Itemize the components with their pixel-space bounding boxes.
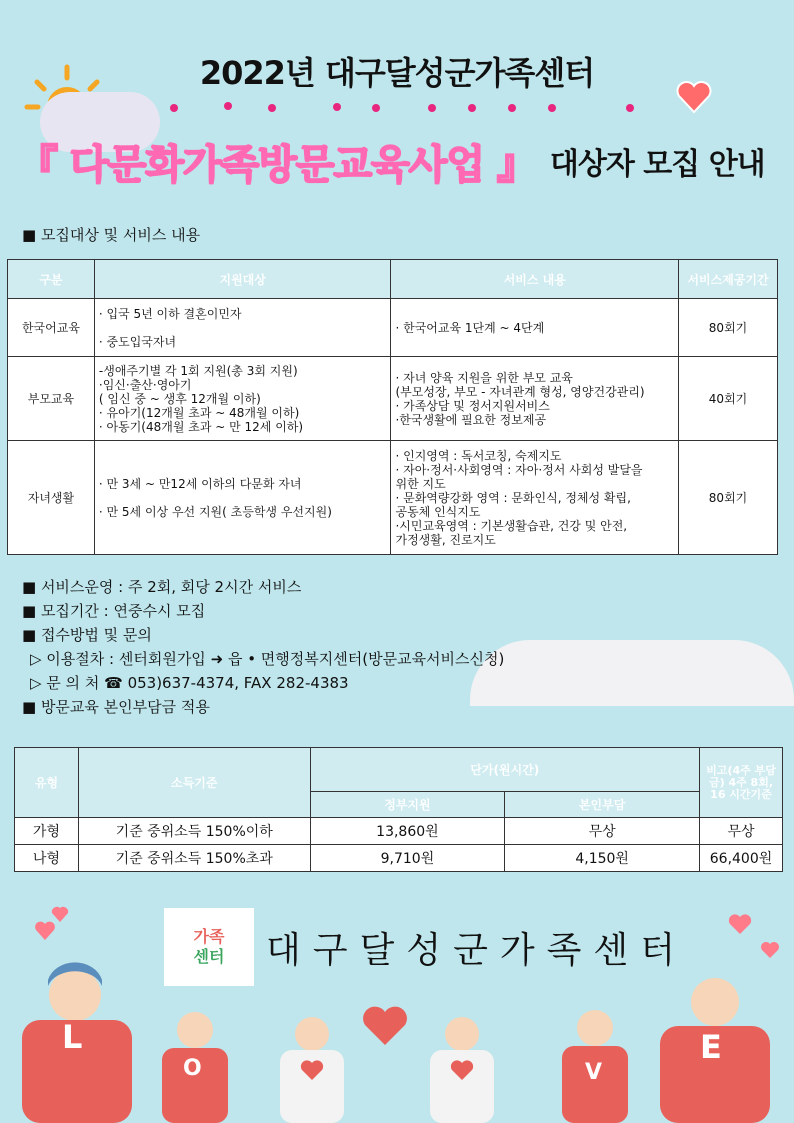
target-line: -생애주기별 각 1회 지원(총 3회 지원) <box>98 363 298 378</box>
service-line: · 자아·정서·사회영역 : 자아·정서 사회성 발달을 <box>395 462 643 477</box>
row-service <box>391 441 679 555</box>
cell-type: 가형 <box>15 818 79 845</box>
procedure-suffix: 읍 • 면행정복지센터(방문교육서비스신청) <box>227 650 505 668</box>
row-service <box>391 299 679 357</box>
header-type: 유형 <box>15 748 79 818</box>
service-table <box>7 259 778 555</box>
cell-gov: 13,860원 <box>310 818 505 845</box>
arrow-right-icon: ➜ <box>210 650 224 668</box>
subtitle-program: 『 다문화가족방문교육사업 』 <box>18 141 536 188</box>
row-target <box>94 299 391 357</box>
decor-dot <box>372 104 380 112</box>
table-row <box>8 441 778 555</box>
decor-dot <box>626 104 634 112</box>
target-line: ( 임신 중 ~ 생후 12개월 이하) <box>98 391 261 406</box>
target-line: · 유아기(12개월 초과 ~ 48개월 이하) <box>98 405 300 420</box>
info-copay: ■ 방문교육 본인부담금 적용 <box>22 698 210 716</box>
row-target <box>94 357 391 441</box>
cell-self: 무상 <box>505 818 700 845</box>
cell-note: 무상 <box>700 818 783 845</box>
target-line: · 입국 5년 이하 결혼이민자 <box>98 306 242 321</box>
row-period: 40회기 <box>679 357 778 441</box>
row-service <box>391 357 679 441</box>
target-line: · 아동기(48개월 초과 ~ 만 12세 이하) <box>98 419 304 434</box>
service-line: · 인지영역 : 독서코칭, 숙제지도 <box>395 448 562 463</box>
service-line: 가정생활, 진로지도 <box>395 532 496 547</box>
info-apply: ■ 접수방법 및 문의 <box>22 626 152 644</box>
target-line: · 만 5세 이상 우선 지원( 초등학생 우선지원) <box>98 504 332 519</box>
cell-gov: 9,710원 <box>310 845 505 872</box>
subtitle-rest: 대상자 모집 안내 <box>549 147 765 182</box>
row-category: 부모교육 <box>8 357 95 441</box>
phone-icon: ☎ <box>104 674 123 692</box>
service-line: · 한국어교육 1단계 ~ 4단계 <box>395 320 545 335</box>
row-period: 80회기 <box>679 299 778 357</box>
target-line: · 만 3세 ~ 만12세 이하의 다문화 자녀 <box>98 476 302 491</box>
header-self: 본인부담 <box>505 792 700 818</box>
service-line: ·시민교육영역 : 기본생활습관, 건강 및 안전, <box>395 518 628 533</box>
row-period: 80회기 <box>679 441 778 555</box>
header-gov: 정부지원 <box>310 792 505 818</box>
target-line: · 중도입국자녀 <box>98 334 177 349</box>
love-letter-l: L <box>62 1018 83 1056</box>
cell-type: 나형 <box>15 845 79 872</box>
table-row <box>8 299 778 357</box>
header-target: 지원대상 <box>94 260 391 299</box>
info-block <box>22 575 504 719</box>
header-category: 구분 <box>8 260 95 299</box>
header-period: 서비스제공기간 <box>679 260 778 299</box>
info-period: ■ 모집기간 : 연중수시 모집 <box>22 602 206 620</box>
info-contact <box>22 671 504 695</box>
footer-center-name: 대구달성군가족센터 <box>266 930 687 971</box>
cell-income: 기준 중위소득 150%초과 <box>78 845 310 872</box>
row-category: 한국어교육 <box>8 299 95 357</box>
subtitle <box>18 128 765 194</box>
header-income: 소득기준 <box>78 748 310 818</box>
service-line: (부모성장, 부모 - 자녀관계 형성, 영양건강관리) <box>395 384 645 399</box>
service-line: · 자녀 양육 지원을 위한 부모 교육 <box>395 370 573 385</box>
love-letter-e: E <box>700 1028 722 1066</box>
decor-dot <box>224 102 232 110</box>
copay-table <box>14 747 783 872</box>
logo-text-bottom: 센터 <box>193 947 225 966</box>
decor-dot <box>268 104 276 112</box>
decor-dot <box>428 104 436 112</box>
page-title: 2022년 대구달성군가족센터 <box>199 54 595 92</box>
decor-dot <box>333 103 341 111</box>
love-people-illustration <box>0 900 794 1123</box>
table-row <box>15 845 783 872</box>
logo-text-top: 가족 <box>193 927 225 946</box>
cell-self: 4,150원 <box>505 845 700 872</box>
info-procedure <box>22 647 504 671</box>
header-price: 단가(원시간) <box>310 748 699 792</box>
row-target <box>94 441 391 555</box>
cell-note: 66,400원 <box>700 845 783 872</box>
info-operation: ■ 서비스운영 : 주 2회, 회당 2시간 서비스 <box>22 578 302 596</box>
contact-number: 053)637-4374, FAX 282-4383 <box>127 674 349 692</box>
table-row <box>8 357 778 441</box>
service-line: 위한 지도 <box>395 476 446 491</box>
contact-prefix: ▷ 문 의 처 <box>30 674 100 692</box>
service-line: 공동체 인식지도 <box>395 504 481 519</box>
row-category: 자녀생활 <box>8 441 95 555</box>
decor-dot <box>508 104 516 112</box>
love-letter-o: O <box>183 1056 202 1081</box>
cloud-decoration-right <box>470 640 794 706</box>
decor-dot <box>468 104 476 112</box>
table-header-row <box>8 260 778 299</box>
header-note: 비고(4주 부담금) 4주 8회, 16 시간기준 <box>700 748 783 818</box>
service-line: · 가족상담 및 정서지원서비스 <box>395 398 550 413</box>
service-line: ·한국생활에 필요한 정보제공 <box>395 412 547 427</box>
service-line: · 문화역량강화 영역 : 문화인식, 정체성 확립, <box>395 490 631 505</box>
love-letter-v: V <box>585 1060 603 1085</box>
cell-income: 기준 중위소득 150%이하 <box>78 818 310 845</box>
table-row <box>15 818 783 845</box>
decor-dot <box>548 104 556 112</box>
target-line: ·임신·출산·영아기 <box>98 377 192 392</box>
decor-dot <box>170 104 178 112</box>
section-heading-recruit: ■ 모집대상 및 서비스 내용 <box>22 226 201 244</box>
procedure-prefix: ▷ 이용절차 : 센터회원가입 <box>30 650 206 668</box>
header-service: 서비스 내용 <box>391 260 679 299</box>
